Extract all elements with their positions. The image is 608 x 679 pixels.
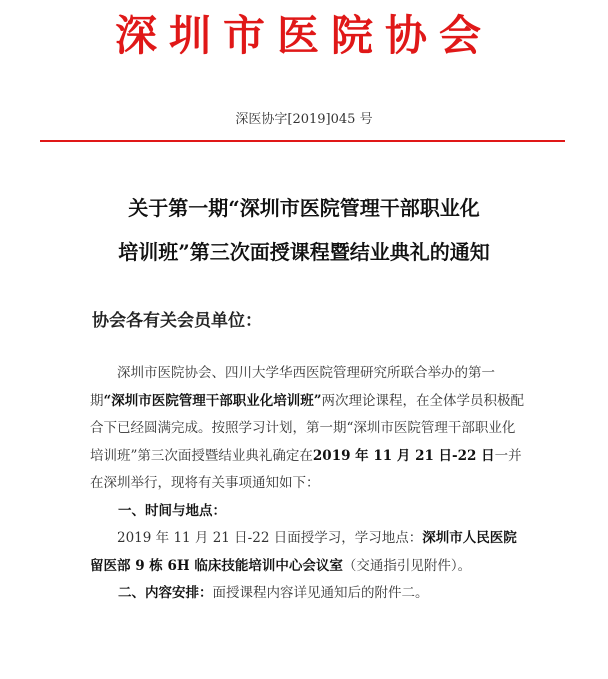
intro-text-2: 两次理论课程，在全体学员积极配合下已经圆满完成。按照学习计划，第一期“深圳市医院管理干部职业化培训班”第三次面授暨结业典礼确定在 [90, 392, 525, 464]
document-number: 深医协字[2019]045 号 [235, 112, 373, 127]
header-divider [40, 140, 565, 142]
section-heading-time-place: 一、时间与地点： [118, 502, 226, 519]
content-text: 面授课程内容详见通知后的附件二。 [212, 585, 429, 601]
intro-paragraph [90, 360, 526, 498]
notice-body [90, 360, 526, 608]
event-dates: 2019 年 11 月 21 日-22 日 [312, 447, 495, 464]
notice-title [0, 186, 608, 274]
intro-text-1: 深圳市医院协会、四川大学华西医院管理研究所联合举办的第一期 [90, 365, 495, 409]
intro-text-3: 一并在深圳举行，现将有关事项通知如下： [90, 447, 522, 491]
notice-title-line-1: 关于第一期“深圳市医院管理干部职业化 [128, 196, 480, 220]
time-place-paragraph [90, 525, 526, 580]
salutation: 协会各有关会员单位： [92, 311, 262, 331]
time-place-tail: （交通指引见附件）。 [342, 557, 472, 574]
content-heading-label: 二、内容安排： [118, 585, 213, 601]
program-name: “深圳市医院管理干部职业化培训班” [103, 392, 322, 409]
organization-name: 深圳市医院协会 [114, 11, 493, 60]
venue: 深圳市人民医院留医部 9 栋 6H 临床技能培训中心会议室 [90, 530, 517, 574]
section-heading-content [90, 580, 526, 608]
notice-title-line-2: 培训班”第三次面授课程暨结业典礼的通知 [118, 240, 490, 264]
time-place-text: 2019 年 11 月 21 日-22 日面授学习，学习地点： [117, 530, 423, 546]
